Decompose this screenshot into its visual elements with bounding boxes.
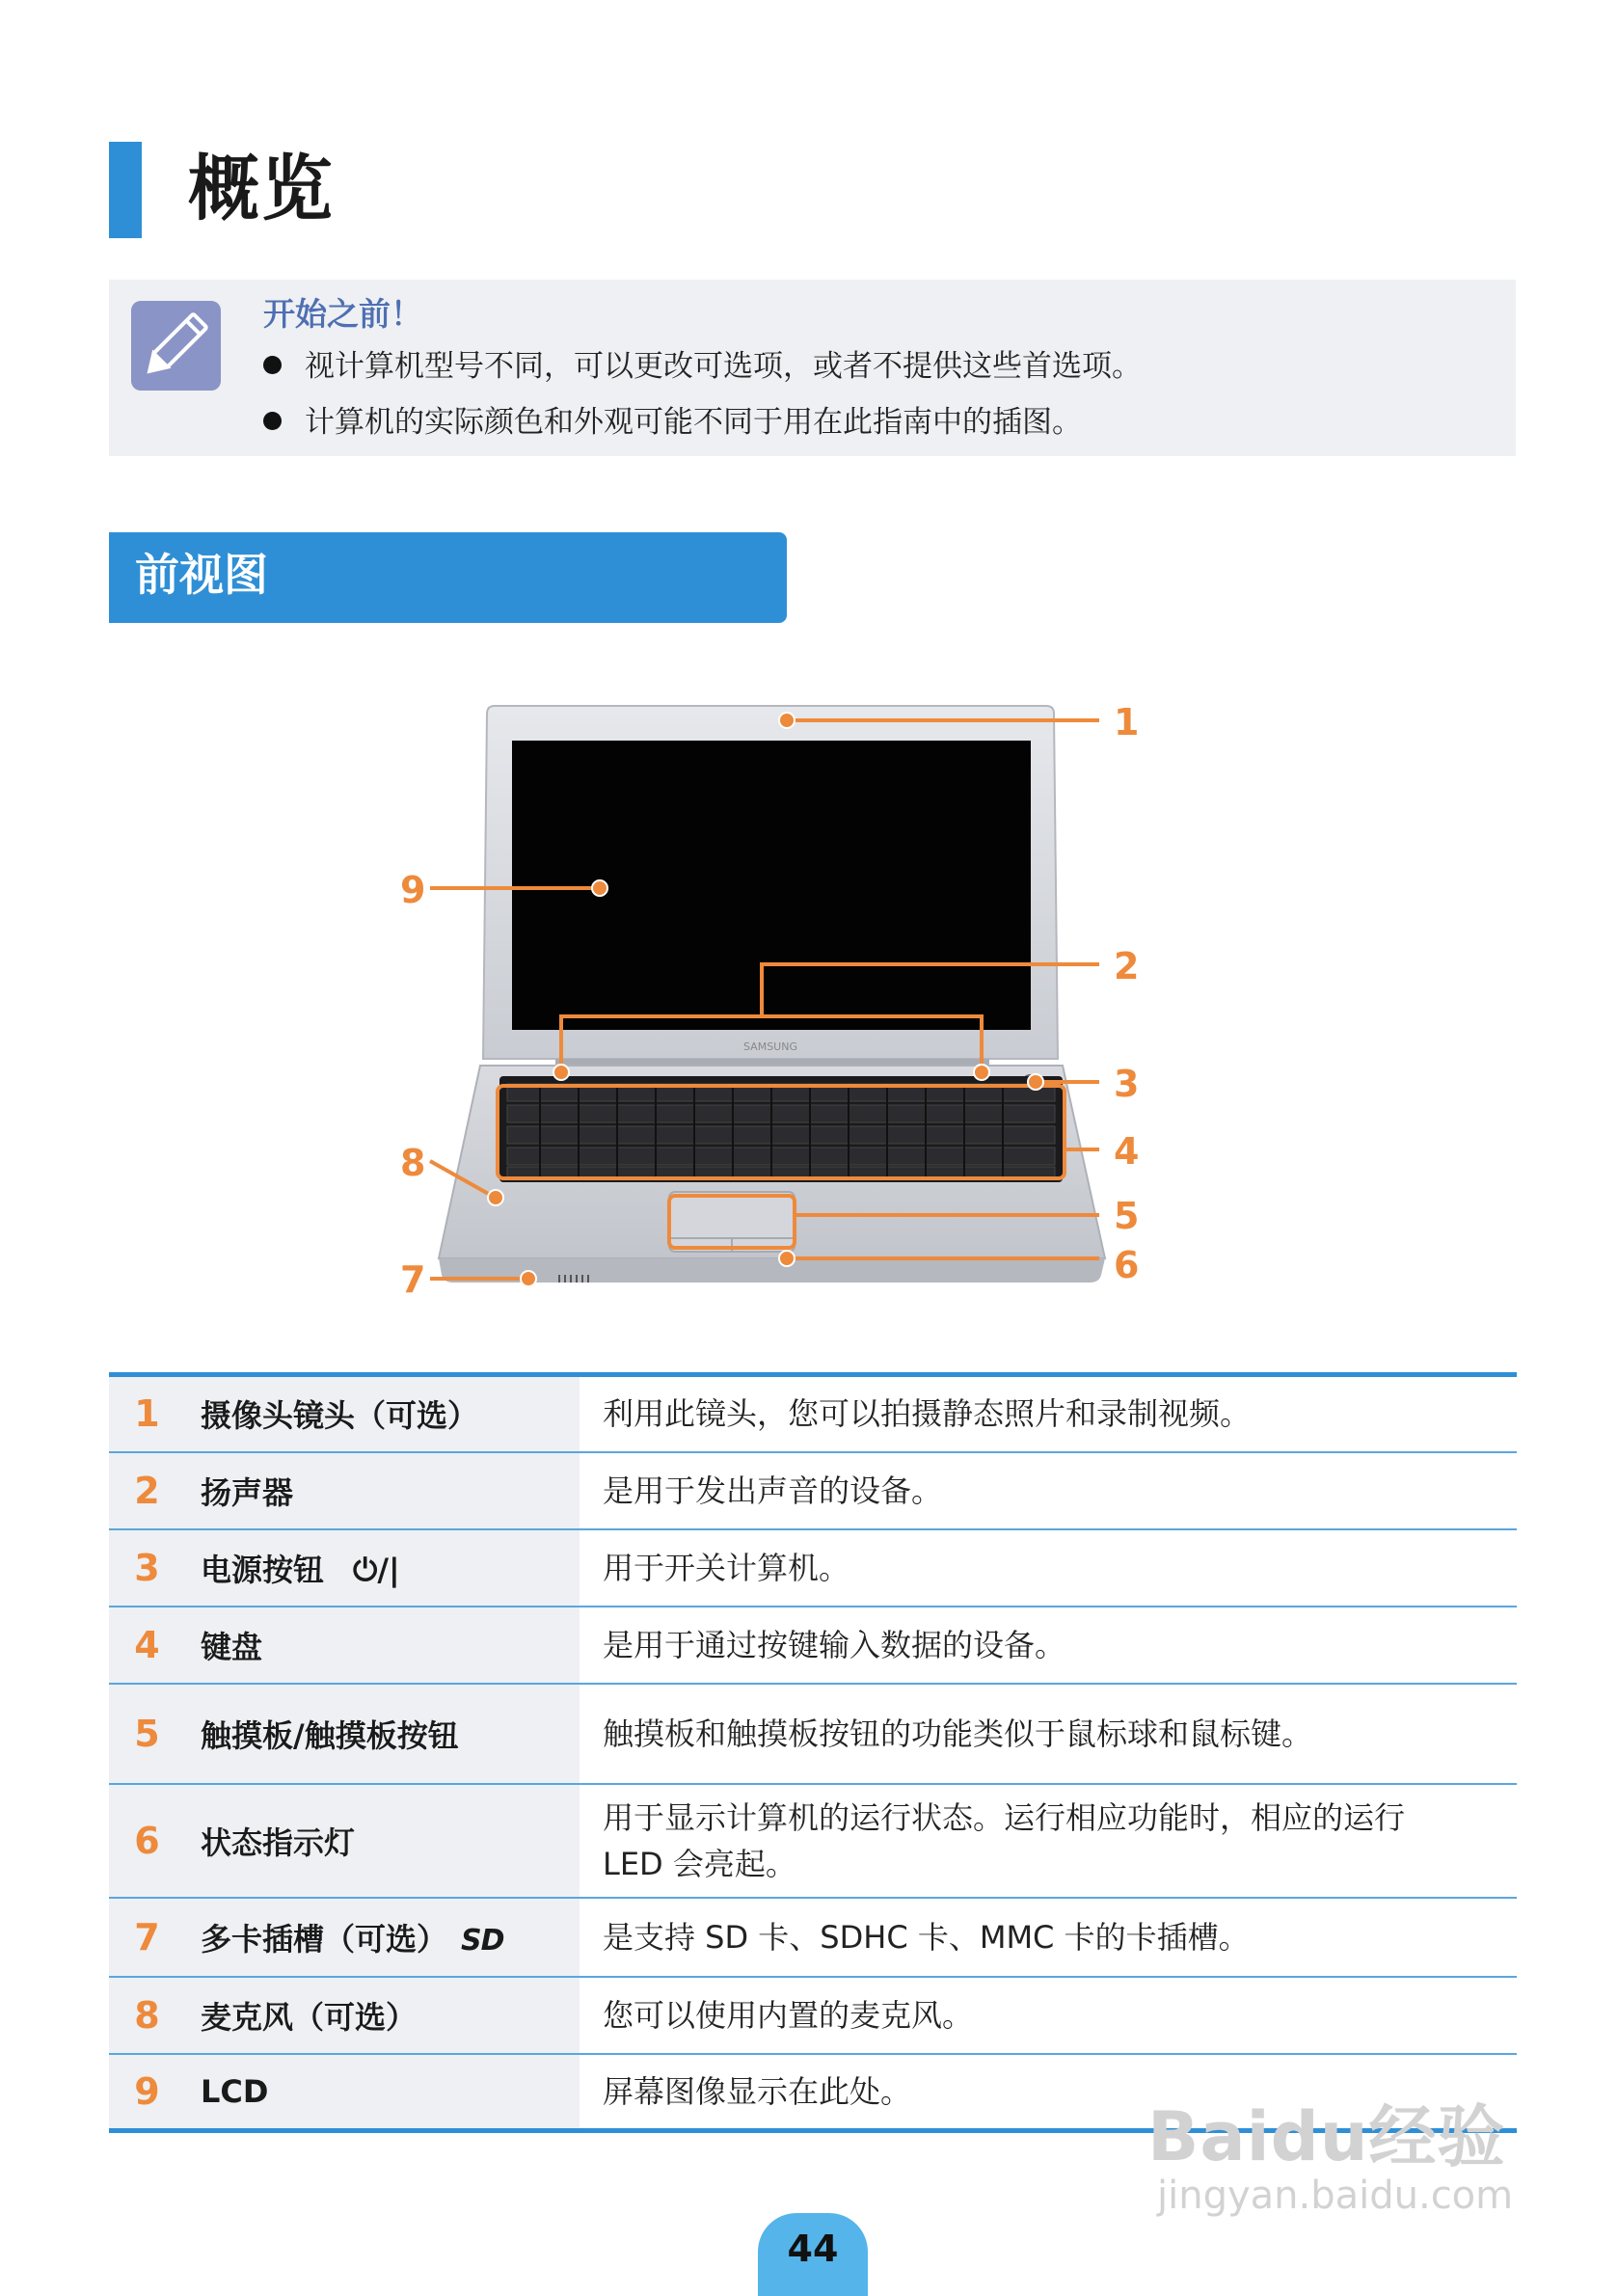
sd-card-icon: SD	[461, 1923, 504, 1958]
callout-number: 2	[1114, 945, 1140, 987]
watermark-logo: Baidu经验	[1147, 2097, 1506, 2176]
table-row	[109, 1898, 1517, 1977]
callout-number: 4	[1114, 1130, 1140, 1173]
row-number: 1	[109, 1375, 185, 1452]
row-description: 您可以使用内置的麦克风。	[580, 1977, 1517, 2054]
callout-number: 5	[1114, 1195, 1140, 1237]
row-number: 6	[109, 1784, 185, 1898]
row-name: LCD	[185, 2054, 580, 2131]
row-number: 9	[109, 2054, 185, 2131]
row-description: 用于开关计算机。	[580, 1529, 1517, 1607]
laptop-diagram	[0, 675, 1618, 1311]
brand-logo: SAMSUNG	[743, 1040, 797, 1053]
title-accent-bar	[109, 142, 142, 238]
callout-number: 3	[1114, 1063, 1140, 1105]
row-description: 用于显示计算机的运行状态。运行相应功能时，相应的运行 LED 会亮起。	[580, 1784, 1517, 1898]
row-description: 是用于发出声音的设备。	[580, 1452, 1517, 1529]
note-item: 计算机的实际颜色和外观可能不同于用在此指南中的插图。	[263, 403, 1082, 442]
row-description: 屏幕图像显示在此处。	[580, 2054, 1517, 2131]
row-name: 电源按钮 ⏻/|	[185, 1529, 580, 1607]
callout-number: 1	[1114, 701, 1140, 743]
row-number: 8	[109, 1977, 185, 2054]
row-number: 5	[109, 1684, 185, 1784]
callout-number: 8	[400, 1142, 426, 1184]
table-row	[109, 1452, 1517, 1529]
row-name: 摄像头镜头（可选）	[185, 1375, 580, 1452]
row-name: 状态指示灯	[185, 1784, 580, 1898]
table-row	[109, 1375, 1517, 1452]
callout-number: 7	[400, 1258, 426, 1301]
row-description: 触摸板和触摸板按钮的功能类似于鼠标球和鼠标键。	[580, 1684, 1517, 1784]
page-title: 概览	[188, 148, 335, 230]
watermark-url: jingyan.baidu.com	[1157, 2174, 1514, 2218]
row-description: 利用此镜头，您可以拍摄静态照片和录制视频。	[580, 1375, 1517, 1452]
callout-number: 9	[400, 869, 426, 911]
row-description: 是支持 SD 卡、SDHC 卡、MMC 卡的卡插槽。	[580, 1898, 1517, 1977]
row-name: 麦克风（可选）	[185, 1977, 580, 2054]
row-description: 是用于通过按键输入数据的设备。	[580, 1607, 1517, 1684]
bullet-icon	[263, 412, 282, 430]
pencil-note-icon	[131, 301, 221, 391]
note-heading: 开始之前！	[263, 295, 422, 333]
row-name: 多卡插槽（可选） SD	[185, 1898, 580, 1977]
table-row	[109, 1784, 1517, 1898]
row-name: 扬声器	[185, 1452, 580, 1529]
row-number: 7	[109, 1898, 185, 1977]
table-row	[109, 1607, 1517, 1684]
row-number: 4	[109, 1607, 185, 1684]
power-icon: ⏻/|	[353, 1551, 400, 1588]
row-name: 键盘	[185, 1607, 580, 1684]
table-row	[109, 1684, 1517, 1784]
row-number: 3	[109, 1529, 185, 1607]
table-row	[109, 1529, 1517, 1607]
lcd-screen	[512, 741, 1031, 1030]
component-table	[109, 1372, 1517, 2133]
bullet-icon	[263, 356, 282, 374]
section-title: 前视图	[135, 549, 268, 601]
callout-number: 6	[1114, 1244, 1140, 1286]
note-item: 视计算机型号不同，可以更改可选项，或者不提供这些首选项。	[263, 347, 1142, 386]
page-number: 44	[787, 2228, 839, 2270]
row-name: 触摸板/触摸板按钮	[185, 1684, 580, 1784]
row-number: 2	[109, 1452, 185, 1529]
table-row	[109, 1977, 1517, 2054]
